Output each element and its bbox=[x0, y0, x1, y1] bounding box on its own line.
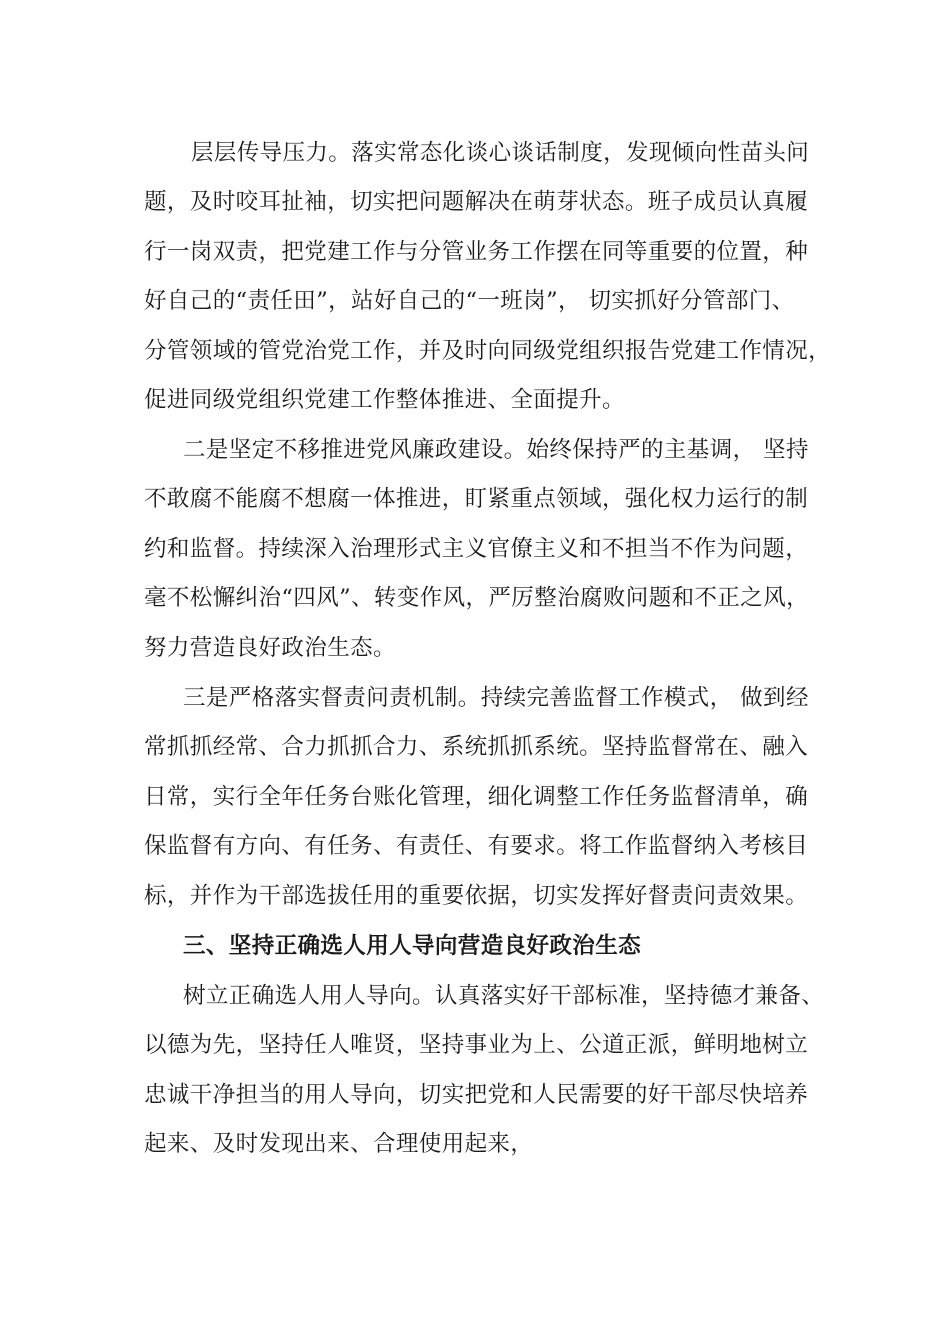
paragraph-3-line-4: 保监督有方向、有任务、有责任、有要求。将工作监督纳入考核目 bbox=[144, 833, 809, 859]
paragraph-4-line-1: 树立正确选人用人导向。认真落实好干部标准，坚持德才兼备、 bbox=[183, 983, 825, 1009]
paragraph-3-line-3: 日常，实行全年任务台账化管理，细化调整工作任务监督清单，确 bbox=[144, 784, 809, 810]
paragraph-2-line-4: 毫不松懈纠治“四风”、转变作风，严厉整治腐败问题和不正之风， bbox=[144, 585, 810, 611]
paragraph-2-line-1: 二是坚定不移推进党风廉政建设。始终保持严的主基调， 坚持 bbox=[183, 437, 809, 463]
paragraph-1-line-2: 题，及时咬耳扯袖，切实把问题解决在萌芽状态。班子成员认真履 bbox=[144, 189, 809, 215]
paragraph-2-line-2: 不敢腐不能腐不想腐一体推进，盯紧重点领域，强化权力运行的制 bbox=[144, 486, 809, 512]
paragraph-2-line-3: 约和监督。持续深入治理形式主义官僚主义和不担当不作为问题， bbox=[144, 536, 809, 562]
paragraph-3-line-2: 常抓抓经常、合力抓抓合力、系统抓抓系统。坚持监督常在、融入 bbox=[144, 734, 809, 760]
paragraph-3-line-1: 三是严格落实督责问责机制。持续完善监督工作模式， 做到经 bbox=[183, 685, 809, 711]
paragraph-2-line-5: 努力营造良好政治生态。 bbox=[144, 635, 396, 661]
paragraph-4-line-4: 起来、及时发现出来、合理使用起来， bbox=[144, 1131, 534, 1157]
paragraph-1-line-6: 促进同级党组织党建工作整体推进、全面提升。 bbox=[144, 387, 625, 413]
paragraph-1-line-1: 层层传导压力。落实常态化谈心谈话制度，发现倾向性苗头问 bbox=[168, 140, 810, 166]
paragraph-4-line-3: 忠诚干净担当的用人导向，切实把党和人民需要的好干部尽快培养 bbox=[144, 1082, 809, 1108]
paragraph-4-line-2: 以德为先，坚持任人唯贤，坚持事业为上、公道正派，鲜明地树立 bbox=[144, 1032, 809, 1058]
paragraph-1-line-4: 好自己的“责任田”，站好自己的“一班岗”， 切实抓好分管部门、 bbox=[144, 288, 795, 314]
paragraph-1-line-5: 分管领域的管党治党工作，并及时向同级党组织报告党建工作情况， bbox=[144, 338, 832, 364]
paragraph-3-line-5: 标，并作为干部选拔任用的重要依据，切实发挥好督责问责效果。 bbox=[144, 883, 809, 909]
section-heading: 三、坚持正确选人用人导向营造良好政治生态 bbox=[183, 933, 642, 959]
paragraph-1-line-3: 行一岗双责，把党建工作与分管业务工作摆在同等重要的位置，种 bbox=[144, 239, 809, 265]
